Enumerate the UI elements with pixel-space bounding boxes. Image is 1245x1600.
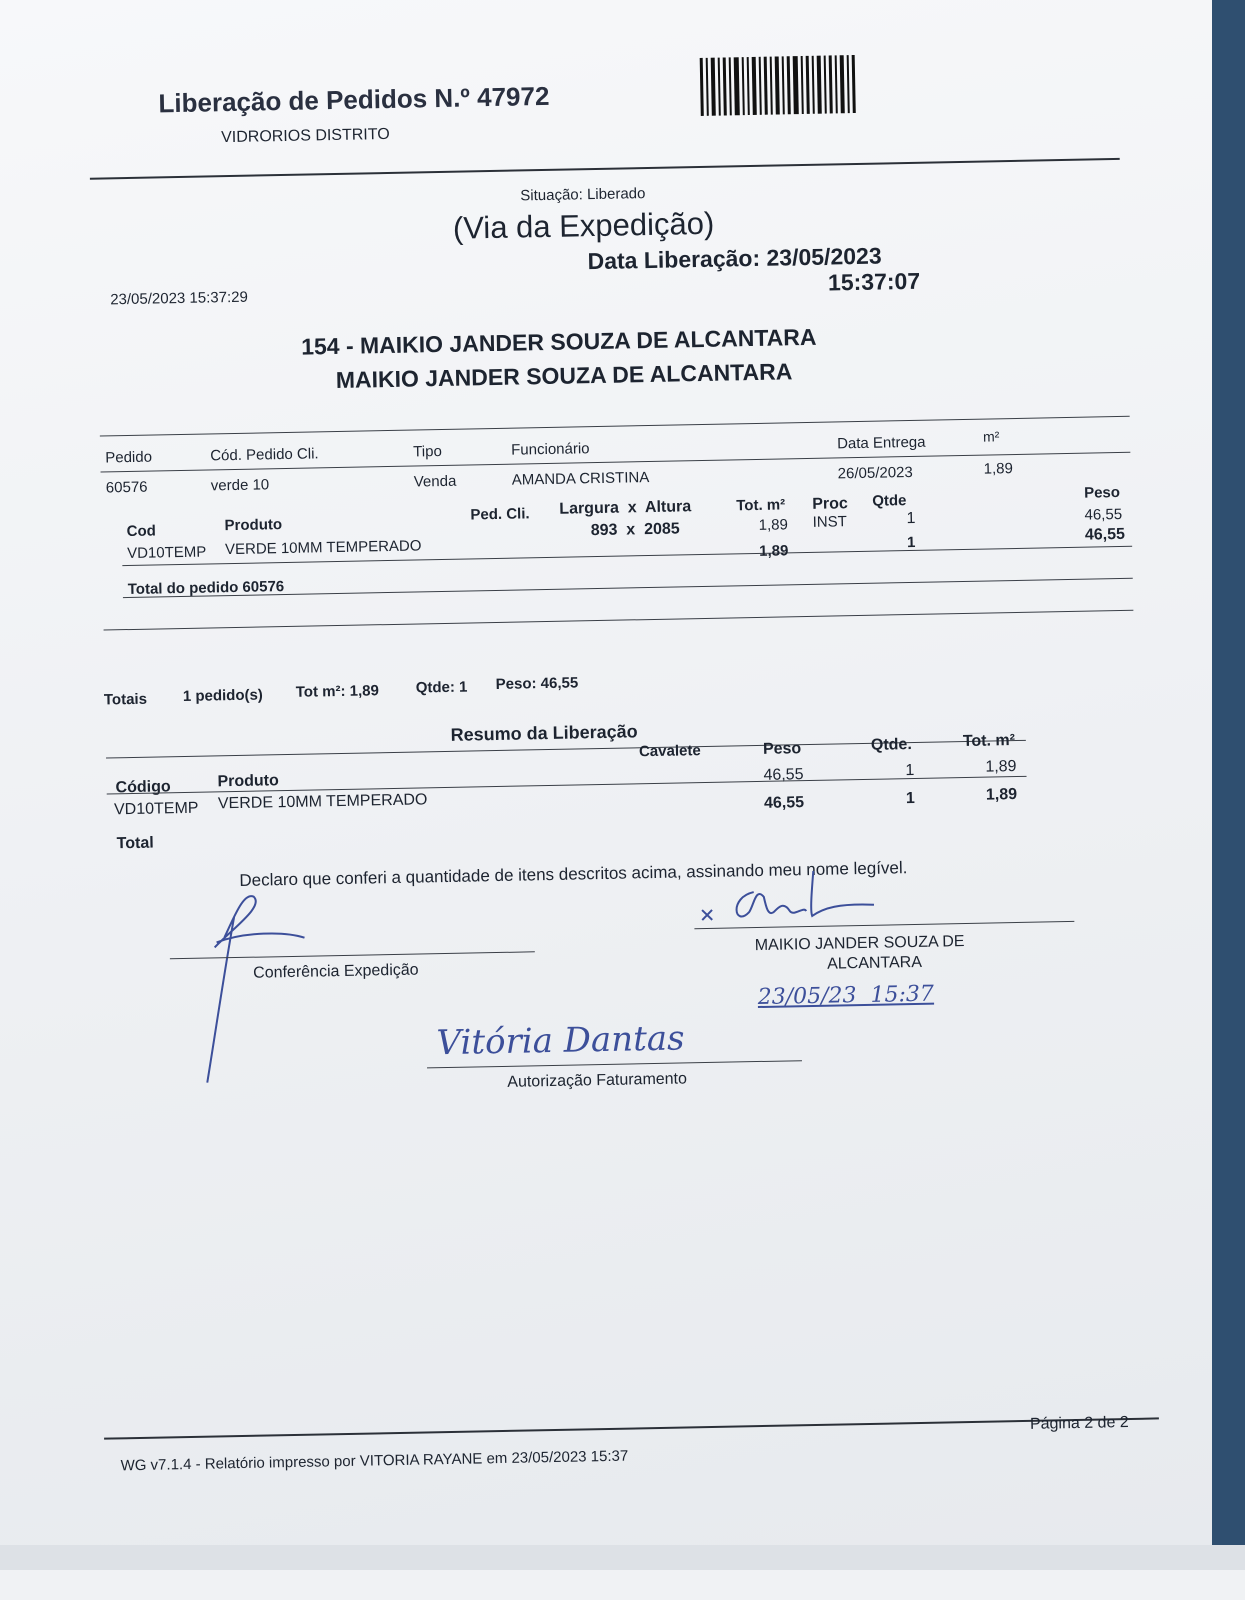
order-total-m2: 1,89	[759, 542, 789, 560]
release-time: 15:37:07	[827, 267, 921, 296]
order-total-peso: 46,55	[1084, 525, 1126, 544]
print-timestamp: 23/05/2023 15:37:29	[110, 288, 249, 309]
item-tot-m2-header: Tot. m²	[736, 496, 786, 515]
summary-tot-m2-header: Tot. m²	[962, 732, 1016, 751]
client-line-2: MAIKIO JANDER SOUZA DE ALCANTARA	[335, 358, 793, 394]
summary-total-qtde: 1	[905, 789, 916, 808]
stacked-paper-edge	[0, 1545, 1245, 1570]
conferencia-signature	[194, 885, 328, 1087]
summary-row-qtde: 1	[905, 761, 915, 780]
barcode	[700, 55, 881, 116]
declaration-text: Declaro que conferi a quantidade de itens descritos acima, assinando meu nome legível.	[239, 858, 908, 890]
order-top-divider	[100, 416, 1130, 437]
item-qtde-header: Qtde	[872, 492, 907, 510]
summary-total-label: Total	[116, 834, 154, 853]
item-cod-header: Cod	[126, 522, 157, 541]
client-name-line-2: ALCANTARA	[826, 953, 923, 973]
order-cod-pedido-cli: verde 10	[210, 476, 270, 495]
totals-pedidos: 1 pedido(s)	[182, 686, 264, 706]
item-peso-header: Peso	[1083, 483, 1121, 502]
summary-qtde-header: Qtde.	[870, 736, 912, 754]
item-peso: 46,55	[1084, 505, 1123, 524]
order-funcionario: AMANDA CRISTINA	[511, 469, 650, 489]
item-produto-header: Produto	[224, 516, 283, 535]
col-cod-pedido-cli-header: Cód. Pedido Cli.	[210, 445, 319, 465]
item-tot-m2: 1,89	[758, 516, 789, 534]
item-produto: VERDE 10MM TEMPERADO	[224, 537, 422, 559]
totals-tot-m2: Tot m²: 1,89	[295, 682, 380, 701]
header-divider	[90, 158, 1120, 180]
item-ped-cli-header: Ped. Cli.	[470, 505, 530, 524]
autorizacao-label: Autorização Faturamento	[507, 1070, 688, 1091]
summary-codigo-header: Código	[115, 778, 171, 797]
footer-page-number: Página 2 de 2	[1029, 1413, 1129, 1433]
col-pedido-header: Pedido	[105, 448, 153, 467]
order-total-label: Total do pedido 60576	[127, 578, 285, 599]
release-date: Data Liberação: 23/05/2023	[587, 242, 882, 275]
col-data-entrega-header: Data Entrega	[836, 433, 926, 453]
col-tipo-header: Tipo	[413, 442, 442, 461]
item-qtde: 1	[906, 509, 916, 528]
col-funcionario-header: Funcionário	[511, 440, 590, 459]
totals-peso: Peso: 46,55	[495, 674, 579, 693]
summary-row-peso: 46,55	[763, 766, 804, 784]
summary-total-peso: 46,55	[763, 794, 805, 812]
situation-status: Situação: Liberado	[520, 185, 646, 205]
summary-title: Resumo da Liberação	[450, 721, 638, 745]
col-m2-header: m²	[982, 428, 1000, 445]
item-proc-header: Proc	[812, 495, 849, 513]
summary-cavalete-header: Cavalete	[638, 742, 701, 761]
copy-label: (Via da Expedição)	[452, 205, 715, 246]
order-pedido: 60576	[105, 478, 148, 497]
order-total-qtde: 1	[906, 533, 916, 552]
company-name: VIDRORIOS DISTRITO	[220, 125, 390, 147]
handwritten-date: 23/05/23 15:37	[757, 981, 935, 1011]
item-dimensions: 893 x 2085	[590, 520, 680, 540]
footer-divider	[104, 1417, 1159, 1439]
item-cod: VD10TEMP	[126, 543, 207, 563]
order-tipo: Venda	[413, 472, 457, 491]
summary-row-produto: VERDE 10MM TEMPERADO	[217, 791, 428, 813]
footer-printed-by: WG v7.1.4 - Relatório impresso por VITORIA RAYANE em 23/05/2023 15:37	[120, 1447, 629, 1475]
order-m2: 1,89	[983, 460, 1013, 478]
background-surface	[1212, 0, 1245, 1545]
summary-row-codigo: VD10TEMP	[113, 799, 199, 819]
summary-total-m2: 1,89	[985, 786, 1018, 804]
order-bottom-divider	[104, 610, 1134, 631]
client-name-line-1: MAIKIO JANDER SOUZA DE	[754, 933, 965, 955]
item-proc: INST	[812, 513, 847, 531]
summary-produto-header: Produto	[217, 772, 279, 791]
document-title: Liberação de Pedidos N.º 47972	[158, 80, 550, 119]
totals-qtde: Qtde: 1	[415, 678, 468, 697]
order-data-entrega: 26/05/2023	[837, 463, 913, 483]
totals-label: Totais	[103, 690, 148, 709]
conferencia-label: Conferência Expedição	[253, 961, 419, 982]
summary-peso-header: Peso	[762, 740, 802, 758]
summary-row-tot-m2: 1,89	[985, 758, 1017, 776]
client-line-1: 154 - MAIKIO JANDER SOUZA DE ALCANTARA	[300, 323, 817, 360]
stacked-paper-edge	[0, 1570, 1245, 1600]
item-dimensions-header: Largura x Altura	[559, 498, 692, 518]
handwritten-authorizer-name: Vitória Dantas	[436, 1018, 685, 1064]
